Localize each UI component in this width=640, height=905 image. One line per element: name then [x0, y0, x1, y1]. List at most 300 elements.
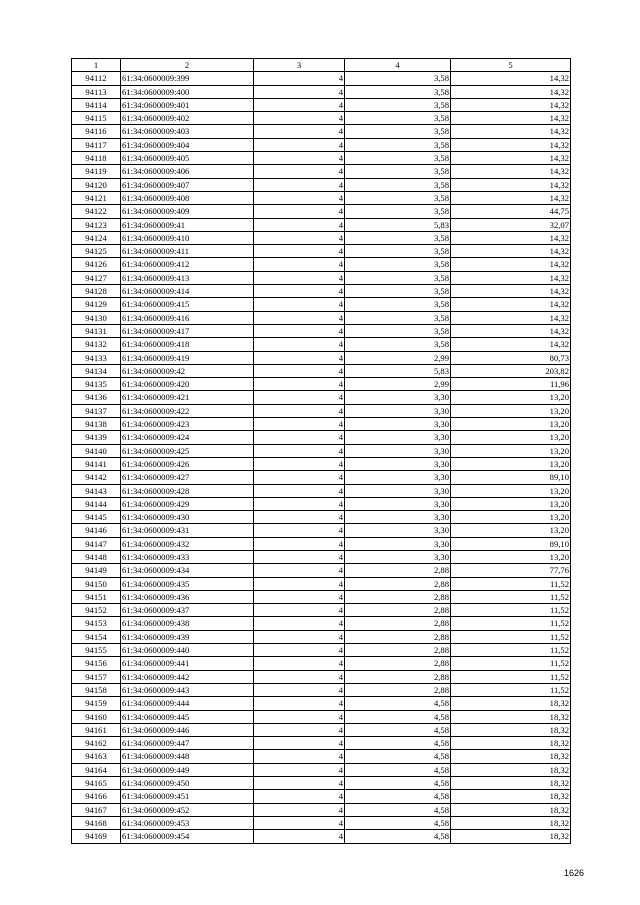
table-row: [72, 457, 571, 470]
table-row: [72, 205, 571, 218]
column-5-cell: 14,32: [451, 72, 571, 85]
row-number-cell: 94118: [72, 152, 121, 165]
row-number-cell: 94142: [72, 471, 121, 484]
row-number-cell: 94149: [72, 564, 121, 577]
column-4-cell: 3,30: [345, 471, 451, 484]
column-4-cell: 4,58: [345, 816, 451, 829]
column-5-cell: 14,32: [451, 152, 571, 165]
column-5-cell: 11,52: [451, 604, 571, 617]
table-row: [72, 550, 571, 563]
row-number-cell: 94150: [72, 577, 121, 590]
row-number-cell: 94128: [72, 285, 121, 298]
cadastral-number-cell: 61:34:0600009:445: [121, 710, 254, 723]
table-row: [72, 431, 571, 444]
row-number-cell: 94124: [72, 231, 121, 244]
cadastral-number-cell: 61:34:0600009:411: [121, 245, 254, 258]
row-number-cell: 94165: [72, 777, 121, 790]
column-3-cell: 4: [254, 152, 345, 165]
column-5-cell: 80,73: [451, 351, 571, 364]
row-number-cell: 94123: [72, 218, 121, 231]
cadastral-number-cell: 61:34:0600009:402: [121, 112, 254, 125]
table-row: [72, 723, 571, 736]
cadastral-number-cell: 61:34:0600009:405: [121, 152, 254, 165]
column-4-cell: 3,58: [345, 311, 451, 324]
column-4-cell: 3,58: [345, 338, 451, 351]
header-row: [72, 59, 571, 72]
column-5-cell: 18,32: [451, 697, 571, 710]
row-number-cell: 94117: [72, 138, 121, 151]
table-row: [72, 644, 571, 657]
column-4-cell: 2,88: [345, 577, 451, 590]
cadastral-number-cell: 61:34:0600009:441: [121, 657, 254, 670]
row-number-cell: 94167: [72, 803, 121, 816]
column-5-cell: 11,52: [451, 577, 571, 590]
row-number-cell: 94143: [72, 484, 121, 497]
column-3-cell: 4: [254, 271, 345, 284]
column-5-cell: 14,32: [451, 324, 571, 337]
row-number-cell: 94112: [72, 72, 121, 85]
row-number-cell: 94120: [72, 178, 121, 191]
cadastral-number-cell: 61:34:0600009:444: [121, 697, 254, 710]
column-3-cell: 4: [254, 98, 345, 111]
table-row: [72, 378, 571, 391]
row-number-cell: 94160: [72, 710, 121, 723]
row-number-cell: 94151: [72, 590, 121, 603]
column-3-cell: 4: [254, 178, 345, 191]
row-number-cell: 94130: [72, 311, 121, 324]
column-5-cell: 14,32: [451, 258, 571, 271]
row-number-cell: 94169: [72, 830, 121, 843]
table-row: [72, 125, 571, 138]
cadastral-number-cell: 61:34:0600009:407: [121, 178, 254, 191]
column-3-cell: 4: [254, 750, 345, 763]
cadastral-number-cell: 61:34:0600009:410: [121, 231, 254, 244]
column-5-cell: 14,32: [451, 311, 571, 324]
row-number-cell: 94145: [72, 511, 121, 524]
column-3-cell: 4: [254, 85, 345, 98]
column-3-cell: 4: [254, 803, 345, 816]
column-3-cell: 4: [254, 471, 345, 484]
column-3-cell: 4: [254, 737, 345, 750]
cadastral-number-cell: 61:34:0600009:440: [121, 644, 254, 657]
column-4-cell: 4,58: [345, 697, 451, 710]
column-4-cell: 3,30: [345, 418, 451, 431]
row-number-cell: 94137: [72, 404, 121, 417]
column-4-cell: 3,58: [345, 85, 451, 98]
column-4-cell: 2,99: [345, 378, 451, 391]
column-3-cell: 4: [254, 816, 345, 829]
cadastral-number-cell: 61:34:0600009:439: [121, 630, 254, 643]
column-4-cell: 2,88: [345, 604, 451, 617]
cadastral-number-cell: 61:34:0600009:418: [121, 338, 254, 351]
table-row: [72, 777, 571, 790]
column-5-cell: 44,75: [451, 205, 571, 218]
table-row: [72, 803, 571, 816]
column-4-cell: 3,58: [345, 245, 451, 258]
row-number-cell: 94119: [72, 165, 121, 178]
table-row: [72, 191, 571, 204]
cadastral-number-cell: 61:34:0600009:434: [121, 564, 254, 577]
column-5-cell: 11,96: [451, 378, 571, 391]
column-5-cell: 13,20: [451, 431, 571, 444]
table-row: [72, 258, 571, 271]
cadastral-number-cell: 61:34:0600009:432: [121, 537, 254, 550]
column-3-cell: 4: [254, 112, 345, 125]
column-4-cell: 3,58: [345, 258, 451, 271]
table-row: [72, 471, 571, 484]
column-4-cell: 4,58: [345, 830, 451, 843]
column-4-cell: 3,58: [345, 205, 451, 218]
column-3-cell: 4: [254, 484, 345, 497]
cadastral-number-cell: 61:34:0600009:406: [121, 165, 254, 178]
row-number-cell: 94132: [72, 338, 121, 351]
column-header-3: 3: [254, 59, 345, 72]
column-5-cell: 14,32: [451, 125, 571, 138]
row-number-cell: 94116: [72, 125, 121, 138]
column-3-cell: 4: [254, 138, 345, 151]
cadastral-number-cell: 61:34:0600009:429: [121, 497, 254, 510]
cadastral-number-cell: 61:34:0600009:431: [121, 524, 254, 537]
cadastral-number-cell: 61:34:0600009:420: [121, 378, 254, 391]
cadastral-number-cell: 61:34:0600009:454: [121, 830, 254, 843]
column-5-cell: 14,32: [451, 231, 571, 244]
row-number-cell: 94129: [72, 298, 121, 311]
table-row: [72, 697, 571, 710]
column-3-cell: 4: [254, 378, 345, 391]
column-5-cell: 13,20: [451, 484, 571, 497]
table-header: [72, 59, 571, 72]
column-5-cell: 13,20: [451, 457, 571, 470]
column-3-cell: 4: [254, 72, 345, 85]
cadastral-number-cell: 61:34:0600009:422: [121, 404, 254, 417]
cadastral-number-cell: 61:34:0600009:421: [121, 391, 254, 404]
table-row: [72, 72, 571, 85]
column-3-cell: 4: [254, 590, 345, 603]
column-3-cell: 4: [254, 670, 345, 683]
table-row: [72, 338, 571, 351]
column-5-cell: 11,52: [451, 670, 571, 683]
column-3-cell: 4: [254, 311, 345, 324]
column-3-cell: 4: [254, 258, 345, 271]
table-row: [72, 112, 571, 125]
row-number-cell: 94161: [72, 723, 121, 736]
column-4-cell: 3,30: [345, 457, 451, 470]
cadastral-number-cell: 61:34:0600009:409: [121, 205, 254, 218]
cadastral-number-cell: 61:34:0600009:450: [121, 777, 254, 790]
column-4-cell: 3,30: [345, 550, 451, 563]
table-row: [72, 630, 571, 643]
column-3-cell: 4: [254, 511, 345, 524]
table-row: [72, 444, 571, 457]
cadastral-number-cell: 61:34:0600009:436: [121, 590, 254, 603]
column-5-cell: 13,20: [451, 524, 571, 537]
cadastral-number-cell: 61:34:0600009:449: [121, 763, 254, 776]
column-4-cell: 3,58: [345, 285, 451, 298]
row-number-cell: 94152: [72, 604, 121, 617]
cadastral-number-cell: 61:34:0600009:424: [121, 431, 254, 444]
column-5-cell: 14,32: [451, 285, 571, 298]
column-5-cell: 18,32: [451, 737, 571, 750]
cadastral-number-cell: 61:34:0600009:427: [121, 471, 254, 484]
column-4-cell: 3,30: [345, 404, 451, 417]
cadastral-number-cell: 61:34:0600009:425: [121, 444, 254, 457]
column-5-cell: 14,32: [451, 245, 571, 258]
row-number-cell: 94164: [72, 763, 121, 776]
cadastral-number-cell: 61:34:0600009:416: [121, 311, 254, 324]
column-5-cell: 32,07: [451, 218, 571, 231]
cadastral-number-cell: 61:34:0600009:403: [121, 125, 254, 138]
column-5-cell: 89,10: [451, 471, 571, 484]
table-row: [72, 830, 571, 843]
table-row: [72, 165, 571, 178]
column-3-cell: 4: [254, 351, 345, 364]
row-number-cell: 94115: [72, 112, 121, 125]
column-5-cell: 11,52: [451, 644, 571, 657]
column-3-cell: 4: [254, 285, 345, 298]
row-number-cell: 94156: [72, 657, 121, 670]
table-row: [72, 537, 571, 550]
column-4-cell: 3,58: [345, 324, 451, 337]
row-number-cell: 94141: [72, 457, 121, 470]
column-4-cell: 2,88: [345, 590, 451, 603]
cadastral-number-cell: 61:34:0600009:446: [121, 723, 254, 736]
column-4-cell: 2,99: [345, 351, 451, 364]
column-5-cell: 14,32: [451, 191, 571, 204]
column-5-cell: 14,32: [451, 338, 571, 351]
table-row: [72, 617, 571, 630]
table-row: [72, 564, 571, 577]
column-3-cell: 4: [254, 644, 345, 657]
row-number-cell: 94155: [72, 644, 121, 657]
row-number-cell: 94144: [72, 497, 121, 510]
column-5-cell: 18,32: [451, 723, 571, 736]
table-row: [72, 351, 571, 364]
cadastral-number-cell: 61:34:0600009:442: [121, 670, 254, 683]
column-5-cell: 18,32: [451, 710, 571, 723]
column-3-cell: 4: [254, 418, 345, 431]
cadastral-number-cell: 61:34:0600009:42: [121, 364, 254, 377]
cadastral-number-cell: 61:34:0600009:401: [121, 98, 254, 111]
row-number-cell: 94154: [72, 630, 121, 643]
table-row: [72, 85, 571, 98]
table-body: [72, 72, 571, 843]
row-number-cell: 94166: [72, 790, 121, 803]
column-3-cell: 4: [254, 231, 345, 244]
cadastral-number-cell: 61:34:0600009:435: [121, 577, 254, 590]
column-4-cell: 4,58: [345, 710, 451, 723]
column-3-cell: 4: [254, 391, 345, 404]
column-4-cell: 3,30: [345, 511, 451, 524]
row-number-cell: 94138: [72, 418, 121, 431]
row-number-cell: 94133: [72, 351, 121, 364]
row-number-cell: 94159: [72, 697, 121, 710]
row-number-cell: 94140: [72, 444, 121, 457]
table-row: [72, 298, 571, 311]
column-4-cell: 2,88: [345, 564, 451, 577]
column-5-cell: 203,82: [451, 364, 571, 377]
column-3-cell: 4: [254, 577, 345, 590]
column-5-cell: 11,52: [451, 617, 571, 630]
column-5-cell: 11,52: [451, 590, 571, 603]
column-5-cell: 14,32: [451, 85, 571, 98]
column-4-cell: 4,58: [345, 777, 451, 790]
cadastral-number-cell: 61:34:0600009:447: [121, 737, 254, 750]
table-row: [72, 763, 571, 776]
column-3-cell: 4: [254, 431, 345, 444]
column-3-cell: 4: [254, 298, 345, 311]
column-3-cell: 4: [254, 205, 345, 218]
column-4-cell: 2,88: [345, 683, 451, 696]
row-number-cell: 94146: [72, 524, 121, 537]
column-5-cell: 11,52: [451, 683, 571, 696]
column-4-cell: 3,58: [345, 298, 451, 311]
column-4-cell: 3,30: [345, 497, 451, 510]
column-3-cell: 4: [254, 218, 345, 231]
column-4-cell: 3,30: [345, 524, 451, 537]
column-5-cell: 13,20: [451, 391, 571, 404]
column-3-cell: 4: [254, 191, 345, 204]
column-4-cell: 3,58: [345, 271, 451, 284]
row-number-cell: 94157: [72, 670, 121, 683]
column-5-cell: 14,32: [451, 138, 571, 151]
table-row: [72, 484, 571, 497]
column-3-cell: 4: [254, 630, 345, 643]
column-3-cell: 4: [254, 537, 345, 550]
column-4-cell: 2,88: [345, 617, 451, 630]
column-5-cell: 18,32: [451, 790, 571, 803]
column-5-cell: 18,32: [451, 803, 571, 816]
cadastral-number-cell: 61:34:0600009:404: [121, 138, 254, 151]
column-3-cell: 4: [254, 777, 345, 790]
table-row: [72, 152, 571, 165]
table-row: [72, 391, 571, 404]
table-row: [72, 231, 571, 244]
cadastral-number-cell: 61:34:0600009:438: [121, 617, 254, 630]
column-3-cell: 4: [254, 564, 345, 577]
table-row: [72, 271, 571, 284]
column-5-cell: 14,32: [451, 165, 571, 178]
table-row: [72, 178, 571, 191]
column-3-cell: 4: [254, 444, 345, 457]
column-4-cell: 3,30: [345, 431, 451, 444]
table-row: [72, 311, 571, 324]
table-row: [72, 790, 571, 803]
column-5-cell: 18,32: [451, 750, 571, 763]
table-row: [72, 98, 571, 111]
table-row: [72, 364, 571, 377]
column-5-cell: 18,32: [451, 816, 571, 829]
cadastral-number-cell: 61:34:0600009:412: [121, 258, 254, 271]
row-number-cell: 94126: [72, 258, 121, 271]
column-4-cell: 5,83: [345, 364, 451, 377]
column-5-cell: 13,20: [451, 550, 571, 563]
table-row: [72, 683, 571, 696]
table-row: [72, 418, 571, 431]
column-4-cell: 4,58: [345, 750, 451, 763]
column-4-cell: 3,58: [345, 138, 451, 151]
row-number-cell: 94125: [72, 245, 121, 258]
column-3-cell: 4: [254, 524, 345, 537]
row-number-cell: 94121: [72, 191, 121, 204]
table-row: [72, 324, 571, 337]
column-4-cell: 4,58: [345, 723, 451, 736]
column-header-1: 1: [72, 59, 121, 72]
row-number-cell: 94122: [72, 205, 121, 218]
table-row: [72, 138, 571, 151]
row-number-cell: 94113: [72, 85, 121, 98]
table-row: [72, 657, 571, 670]
cadastral-number-cell: 61:34:0600009:426: [121, 457, 254, 470]
column-4-cell: 3,58: [345, 178, 451, 191]
cadastral-number-cell: 61:34:0600009:399: [121, 72, 254, 85]
row-number-cell: 94147: [72, 537, 121, 550]
row-number-cell: 94162: [72, 737, 121, 750]
column-4-cell: 2,88: [345, 630, 451, 643]
table-row: [72, 285, 571, 298]
row-number-cell: 94131: [72, 324, 121, 337]
column-4-cell: 2,88: [345, 644, 451, 657]
column-5-cell: 14,32: [451, 178, 571, 191]
column-4-cell: 3,58: [345, 165, 451, 178]
table-row: [72, 577, 571, 590]
column-4-cell: 3,58: [345, 191, 451, 204]
cadastral-number-cell: 61:34:0600009:417: [121, 324, 254, 337]
column-5-cell: 77,76: [451, 564, 571, 577]
column-5-cell: 13,20: [451, 511, 571, 524]
column-5-cell: 13,20: [451, 404, 571, 417]
table-row: [72, 218, 571, 231]
cadastral-number-cell: 61:34:0600009:41: [121, 218, 254, 231]
data-table: [71, 58, 571, 844]
column-3-cell: 4: [254, 657, 345, 670]
column-3-cell: 4: [254, 165, 345, 178]
column-4-cell: 3,58: [345, 112, 451, 125]
row-number-cell: 94148: [72, 550, 121, 563]
cadastral-number-cell: 61:34:0600009:414: [121, 285, 254, 298]
column-3-cell: 4: [254, 404, 345, 417]
column-4-cell: 3,58: [345, 231, 451, 244]
column-4-cell: 4,58: [345, 737, 451, 750]
row-number-cell: 94135: [72, 378, 121, 391]
cadastral-number-cell: 61:34:0600009:433: [121, 550, 254, 563]
column-5-cell: 18,32: [451, 763, 571, 776]
column-5-cell: 11,52: [451, 657, 571, 670]
column-4-cell: 2,88: [345, 670, 451, 683]
column-3-cell: 4: [254, 338, 345, 351]
column-3-cell: 4: [254, 497, 345, 510]
cadastral-number-cell: 61:34:0600009:415: [121, 298, 254, 311]
cadastral-number-cell: 61:34:0600009:437: [121, 604, 254, 617]
column-5-cell: 18,32: [451, 830, 571, 843]
row-number-cell: 94139: [72, 431, 121, 444]
column-5-cell: 14,32: [451, 298, 571, 311]
column-3-cell: 4: [254, 683, 345, 696]
table-row: [72, 737, 571, 750]
cadastral-number-cell: 61:34:0600009:452: [121, 803, 254, 816]
column-3-cell: 4: [254, 457, 345, 470]
row-number-cell: 94134: [72, 364, 121, 377]
row-number-cell: 94136: [72, 391, 121, 404]
cadastral-number-cell: 61:34:0600009:419: [121, 351, 254, 364]
column-3-cell: 4: [254, 617, 345, 630]
row-number-cell: 94114: [72, 98, 121, 111]
column-4-cell: 3,58: [345, 125, 451, 138]
row-number-cell: 94127: [72, 271, 121, 284]
column-3-cell: 4: [254, 324, 345, 337]
column-4-cell: 5,83: [345, 218, 451, 231]
column-header-4: 4: [345, 59, 451, 72]
column-4-cell: 3,58: [345, 98, 451, 111]
